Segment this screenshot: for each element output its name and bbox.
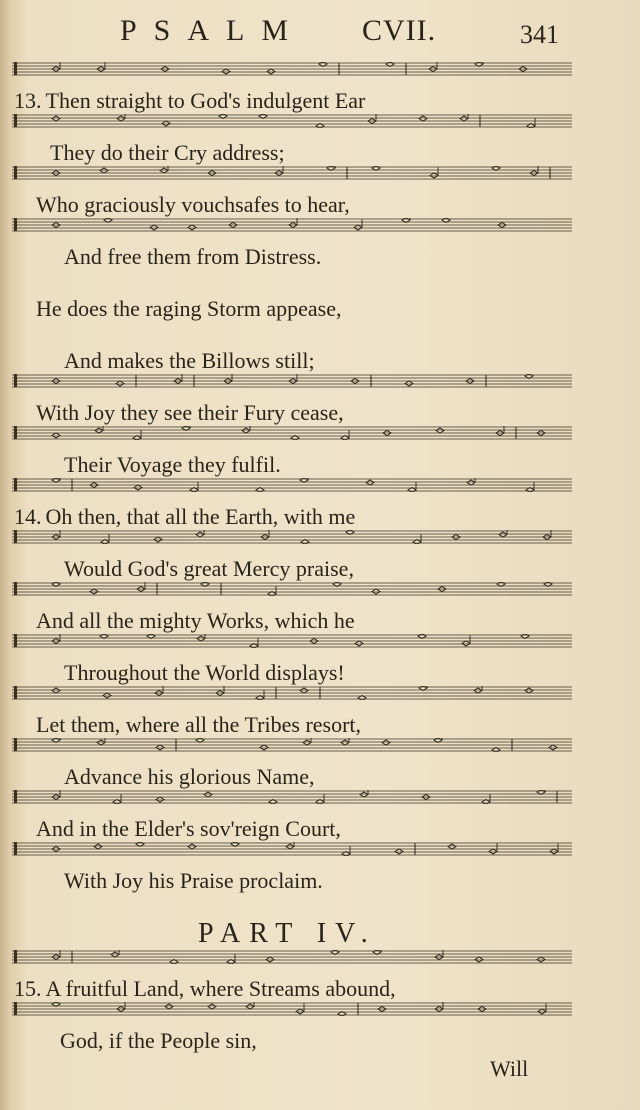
music-staff — [12, 478, 572, 492]
staff-svg — [12, 842, 572, 856]
verse-line: And all the mighty Works, which he — [36, 608, 355, 633]
verse-line: Advance his glorious Name, — [64, 764, 315, 789]
clef-mark — [14, 426, 17, 439]
music-staff — [12, 530, 572, 544]
note-head — [296, 1009, 304, 1014]
verse-number: 13. — [14, 88, 42, 113]
staff-svg — [12, 582, 572, 596]
music-staff — [12, 1002, 572, 1016]
staff-svg — [12, 114, 572, 128]
music-staff — [12, 582, 572, 596]
note-head — [360, 792, 368, 797]
note-head — [246, 1004, 254, 1009]
note-head — [286, 844, 294, 849]
staff-svg — [12, 218, 572, 232]
part-heading: PART IV. — [198, 918, 377, 949]
note-head — [156, 797, 164, 802]
verse-line: Their Voyage they fulfil. — [64, 452, 281, 477]
note-head — [222, 69, 230, 74]
note-head — [150, 225, 158, 230]
clef-mark — [14, 530, 17, 543]
staff-svg — [12, 374, 572, 388]
music-staff — [12, 374, 572, 388]
note-head — [462, 641, 470, 646]
note-head — [354, 225, 362, 230]
note-head — [448, 844, 456, 849]
clef-mark — [14, 790, 17, 803]
clef-mark — [14, 374, 17, 387]
clef-mark — [14, 114, 17, 127]
note-head — [94, 844, 102, 849]
verse-line: With Joy they see their Fury cease, — [36, 400, 344, 425]
note-head — [97, 740, 105, 745]
music-staff — [12, 426, 572, 440]
music-staff — [12, 634, 572, 648]
music-staff — [12, 950, 572, 964]
note-head — [475, 957, 483, 962]
note-head — [355, 641, 363, 646]
page-header — [0, 14, 640, 54]
note-head — [116, 381, 124, 386]
verse-line: He does the raging Storm appease, — [36, 296, 342, 321]
note-head — [196, 532, 204, 537]
verse-line: With Joy his Praise proclaim. — [64, 868, 323, 893]
verse-line: They do their Cry address; — [50, 140, 285, 165]
note-head — [436, 428, 444, 433]
verse-line: And in the Elder's sov'reign Court, — [36, 816, 341, 841]
note-head — [537, 957, 545, 962]
verse-line: God, if the People sin, — [60, 1028, 257, 1053]
verse-text: Then straight to God's indulgent Ear — [45, 88, 366, 113]
note-head — [341, 740, 349, 745]
note-head — [165, 1004, 173, 1009]
staff-svg — [12, 790, 572, 804]
note-head — [303, 740, 311, 745]
note-head — [266, 957, 274, 962]
staff-svg — [12, 530, 572, 544]
clef-mark — [14, 634, 17, 647]
verse-line: And free them from Distress. — [64, 244, 322, 269]
note-head — [103, 693, 111, 698]
note-head — [489, 849, 497, 854]
note-head — [460, 116, 468, 121]
music-staff — [12, 738, 572, 752]
clef-mark — [14, 166, 17, 179]
staff-svg — [12, 634, 572, 648]
staff-svg — [12, 950, 572, 964]
staff-svg — [12, 62, 572, 76]
note-head — [188, 225, 196, 230]
verse-text: Oh then, that all the Earth, with me — [45, 504, 356, 529]
note-head — [267, 69, 275, 74]
verse-line: Who graciously vouchsafes to hear, — [36, 192, 350, 217]
clef-mark — [14, 950, 17, 963]
note-head — [382, 740, 390, 745]
note-head — [405, 381, 413, 386]
verse-line — [14, 976, 396, 1002]
music-staff — [12, 686, 572, 700]
note-head — [52, 688, 60, 693]
note-head — [474, 688, 482, 693]
verse-line: Let them, where all the Tribes resort, — [36, 712, 362, 737]
clef-mark — [14, 62, 17, 75]
note-head — [52, 116, 60, 121]
music-staff — [12, 790, 572, 804]
page-number: 341 — [520, 20, 559, 49]
verse-number: 15. — [14, 976, 42, 1001]
music-staff — [12, 218, 572, 232]
clef-mark — [14, 582, 17, 595]
running-head-psalm: PSALM — [120, 14, 306, 47]
note-head — [204, 792, 212, 797]
note-head — [160, 168, 168, 173]
note-head — [197, 636, 205, 641]
staff-svg — [12, 1002, 572, 1016]
music-staff — [12, 842, 572, 856]
note-head — [242, 428, 250, 433]
note-head — [549, 745, 557, 750]
note-head — [162, 121, 170, 126]
verse-line — [14, 88, 365, 114]
verse-number: 14. — [14, 504, 42, 529]
staff-svg — [12, 738, 572, 752]
staff-svg — [12, 426, 572, 440]
note-head — [538, 1009, 546, 1014]
clef-mark — [14, 478, 17, 491]
note-head — [499, 532, 507, 537]
note-head — [525, 688, 533, 693]
note-head — [188, 844, 196, 849]
note-head — [95, 428, 103, 433]
staff-svg — [12, 686, 572, 700]
clef-mark — [14, 842, 17, 855]
note-head — [52, 433, 60, 438]
clef-mark — [14, 738, 17, 751]
note-head — [111, 952, 119, 957]
staff-svg — [12, 478, 572, 492]
note-head — [550, 849, 558, 854]
note-head — [260, 745, 268, 750]
music-staff — [12, 166, 572, 180]
note-head — [395, 849, 403, 854]
note-head — [430, 173, 438, 178]
note-head — [372, 589, 380, 594]
clef-mark — [14, 686, 17, 699]
verse-line — [14, 504, 355, 530]
note-head — [467, 480, 475, 485]
clef-mark — [14, 1002, 17, 1015]
clef-mark — [14, 218, 17, 231]
note-head — [154, 537, 162, 542]
note-head — [419, 116, 427, 121]
staff-svg — [12, 166, 572, 180]
note-head — [208, 1004, 216, 1009]
running-head-number: CVII. — [362, 14, 437, 47]
music-staff — [12, 114, 572, 128]
catchword: Will — [490, 1056, 529, 1081]
note-head — [100, 168, 108, 173]
note-head — [90, 589, 98, 594]
note-head — [134, 485, 142, 490]
note-head — [117, 116, 125, 121]
verse-line: And makes the Billows still; — [64, 348, 315, 373]
verse-text: A fruitful Land, where Streams abound, — [45, 976, 396, 1001]
verse-line: Would God's great Mercy praise, — [64, 556, 354, 581]
note-head — [366, 480, 374, 485]
note-head — [156, 745, 164, 750]
verse-line: Throughout the World displays! — [64, 660, 345, 685]
note-head — [300, 688, 308, 693]
music-staff — [12, 62, 572, 76]
